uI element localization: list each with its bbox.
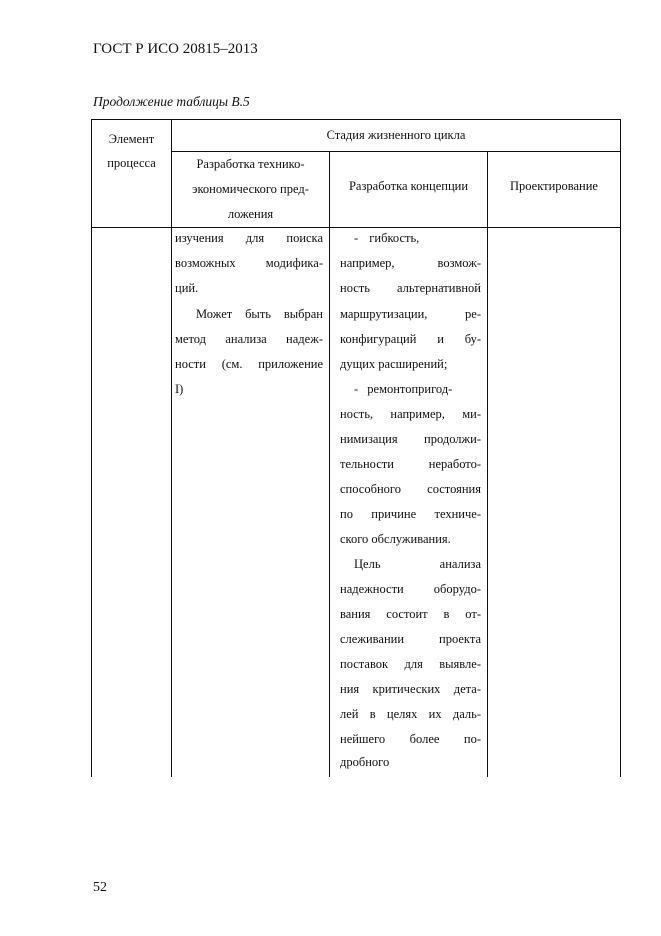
cell-line: маршрутизации, ре- bbox=[340, 307, 481, 321]
cell-line: нимизация продолжи- bbox=[340, 432, 481, 446]
cell-line: дробного bbox=[340, 755, 390, 769]
cell-line: изучения для поиска bbox=[175, 231, 323, 245]
page-number: 52 bbox=[93, 880, 107, 895]
cell-line: возможных модифика- bbox=[175, 256, 323, 270]
table-caption: Продолжение таблицы В.5 bbox=[93, 94, 250, 109]
cell-line: метод анализа надеж- bbox=[175, 332, 323, 346]
cell-line: поставок для выявле- bbox=[340, 657, 481, 671]
cell-line: вания состоит в от- bbox=[340, 607, 481, 621]
column-header-element-line1: Элемент bbox=[108, 132, 155, 146]
cell-line: ского обслуживания. bbox=[340, 532, 451, 546]
cell-line: - ремонтопригод- bbox=[354, 382, 453, 396]
cell-line: Цель анализа bbox=[354, 557, 481, 571]
cell-line: например, возмож- bbox=[340, 256, 481, 270]
cell-line: I) bbox=[175, 382, 184, 396]
cell-line: ния критических дета- bbox=[340, 682, 481, 696]
subheader-feasibility-line: экономического пред- bbox=[192, 182, 309, 196]
document-header: ГОСТ Р ИСО 20815–2013 bbox=[93, 41, 258, 57]
subheader-feasibility bbox=[172, 152, 329, 227]
group-header-lifecycle: Стадия жизненного цикла bbox=[326, 128, 466, 142]
cell-line: ности (см. приложение bbox=[175, 357, 323, 371]
column-header-element bbox=[92, 127, 171, 175]
column-header-element-line2: процесса bbox=[107, 156, 156, 170]
cell-line: по причине техниче- bbox=[340, 507, 481, 521]
cell-line: дущих расширений; bbox=[340, 357, 448, 371]
cell-line: Может быть выбран bbox=[196, 307, 323, 321]
subheader-feasibility-line: ложения bbox=[227, 207, 274, 221]
cell-line: конфигураций и бу- bbox=[340, 332, 481, 346]
cell-line: - гибкость, bbox=[354, 231, 420, 245]
cell-line: ность, например, ми- bbox=[340, 407, 481, 421]
subheader-design: Проектирование bbox=[509, 179, 598, 193]
cell-line: нейшего более по- bbox=[340, 732, 481, 746]
cell-line: ность альтернативной bbox=[340, 281, 481, 295]
cell-line: тельности неработо- bbox=[340, 457, 481, 471]
cell-line: слеживании проекта bbox=[340, 632, 481, 646]
cell-line: надежности оборудо- bbox=[340, 582, 481, 596]
cell-line: лей в целях их даль- bbox=[340, 707, 481, 721]
subheader-feasibility-line: Разработка технико- bbox=[196, 157, 305, 171]
cell-line: способного состояния bbox=[340, 482, 481, 496]
cell-line: ций. bbox=[175, 281, 199, 295]
subheader-concept: Разработка концепции bbox=[348, 179, 469, 193]
